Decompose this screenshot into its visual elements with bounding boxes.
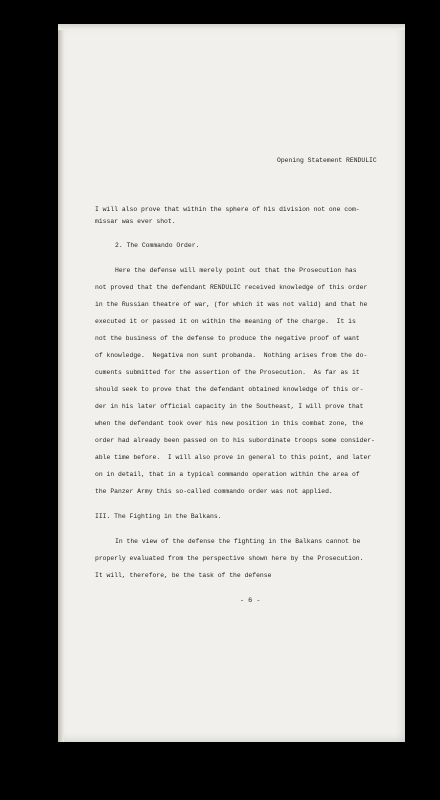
body-line: order had already been passed on to his subordinate troops some consider-	[95, 437, 375, 444]
body-line: I will also prove that within the sphere of his division not one com-	[95, 206, 360, 213]
body-line: not proved that the defendant RENDULIC received knowledge of this order	[95, 284, 368, 291]
page-top-shadow	[58, 24, 405, 30]
document-page	[58, 24, 405, 742]
body-line: It will, therefore, be the task of the defense	[95, 572, 272, 579]
body-line: missar was ever shot.	[95, 218, 176, 225]
running-header: Opening Statement RENDULIC	[277, 157, 377, 164]
body-line: when the defendant took over his new position in this combat zone, the	[95, 420, 364, 427]
page-number: - 6 -	[240, 597, 261, 605]
body-line: executed it or passed it on within the meaning of the charge. It is	[95, 318, 356, 325]
body-line: in the Russian theatre of war, (for which it was not valid) and that he	[95, 301, 368, 308]
body-line: cuments submitted for the assertion of the Prosecution. As far as it	[95, 369, 360, 376]
body-line: should seek to prove that the defendant obtained knowledge of this or-	[95, 386, 364, 393]
body-line: the Panzer Army this so-called commando order was not applied.	[95, 488, 333, 495]
body-line: able time before. I will also prove in general to this point, and later	[95, 454, 372, 461]
body-line: properly evaluated from the perspective shown here by the Prosecution.	[95, 555, 364, 562]
body-line: der in his later official capacity in the Southeast, I will prove that	[95, 403, 364, 410]
body-line: not the business of the defense to produce the negative proof of want	[95, 335, 360, 342]
body-line: of knowledge. Negativa non sunt probanda. Nothing arises from the do-	[95, 352, 368, 359]
section-heading: 2. The Commando Order.	[115, 242, 200, 249]
body-line: In the view of the defense the fighting in the Balkans cannot be	[115, 538, 361, 545]
page-edge-shadow	[58, 24, 64, 742]
body-line: Here the defense will merely point out that the Prosecution has	[115, 267, 357, 274]
section-heading: III. The Fighting in the Balkans.	[95, 513, 222, 520]
body-line: on in detail, that in a typical commando operation within the area of	[95, 471, 360, 478]
